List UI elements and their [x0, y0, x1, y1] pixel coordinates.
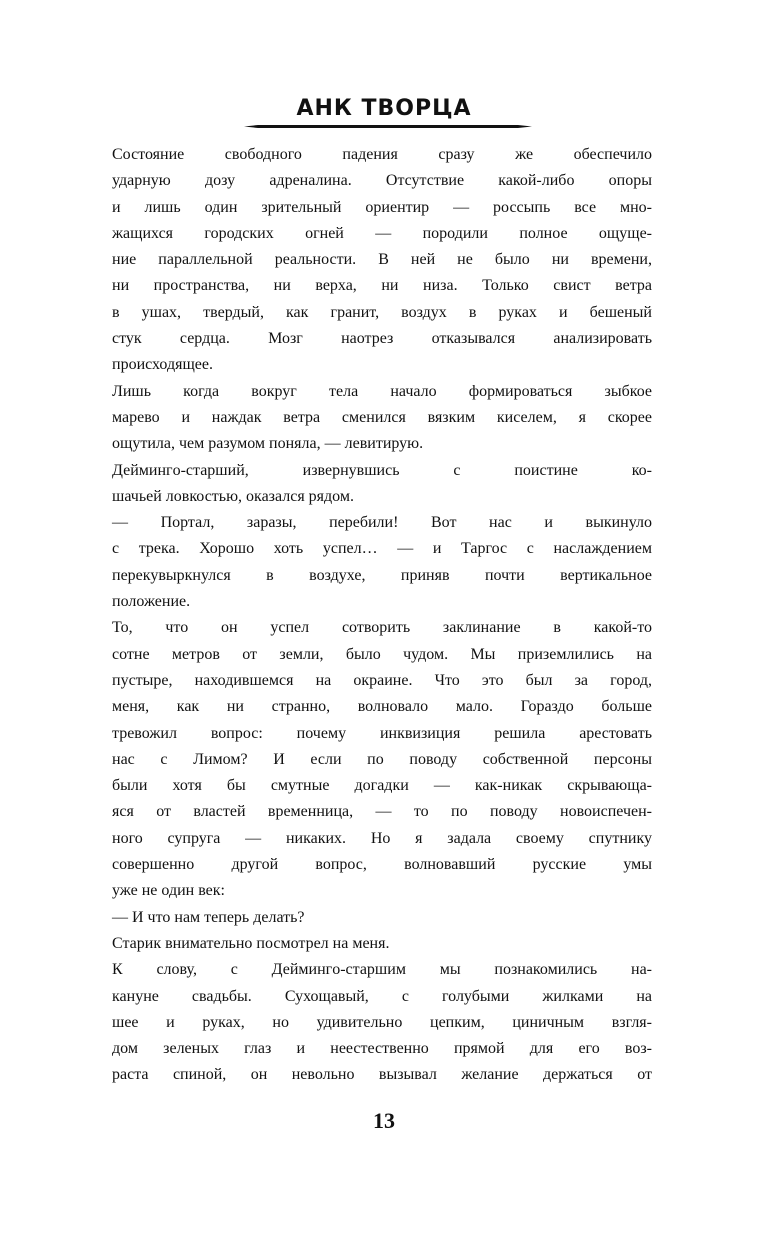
text-line: сотне метров от земли, было чудом. Мы приземлились на [112, 645, 652, 663]
text-line: яся от властей временница, — то по поводу новоиспечен- [112, 803, 652, 821]
text-line: раста спиной, он невольно вызывал желание держаться от [112, 1066, 652, 1084]
text-line: в ушах, твердый, как гранит, воздух в руках и бешеный [112, 303, 652, 321]
text-line: Деймингo-старший, извернувшись с поистине ко- [112, 461, 652, 479]
text-line: тревожил вопрос: почему инквизиция решила арестовать [112, 724, 652, 742]
text-line: жащихся городских огней — породили полное ощуще- [112, 224, 652, 242]
text-line: совершенно другой вопрос, волновавший русские умы [112, 856, 652, 874]
text-line: — И что нам теперь делать? [112, 908, 305, 926]
text-line: Старик внимательно посмотрел на меня. [112, 934, 390, 952]
text-line: с трека. Хорошо хоть успел… — и Таргос с наслаждением [112, 540, 652, 558]
text-line: шачьей ловкостью, оказался рядом. [112, 487, 354, 505]
text-line: ни пространства, ни верха, ни низа. Только свист ветра [112, 277, 652, 295]
text-line: дом зеленых глаз и неестественно прямой для его воз- [112, 1040, 652, 1058]
text-line: нас с Лимом? И если по поводу собственной персоны [112, 750, 652, 768]
text-line: К слову, с Деймингo-старшим мы познакомились на- [112, 961, 652, 979]
text-line: Лишь когда вокруг тела начало формироваться зыбкое [112, 382, 652, 400]
text-line: положение. [112, 593, 191, 611]
title-underline-rule [258, 125, 518, 128]
running-title: АНК ТВОРЦА [296, 96, 472, 121]
text-line: ударную дозу адреналина. Отсутствие какой-либо опоры [112, 172, 652, 190]
text-line: пустыре, находившемся на окраине. Что это был за город, [112, 671, 652, 689]
text-line: То, что он успел сотворить заклинание в какой-то [112, 619, 652, 637]
text-line: ощутила, чем разумом поняла, — левитирую. [112, 435, 424, 453]
text-line: и лишь один зрительный ориентир — россыпь все мно- [112, 198, 652, 216]
text-line: марево и наждак ветра сменился вязким киселем, я скорее [112, 408, 652, 426]
page-number: 13 [373, 1108, 395, 1133]
text-line: — Портал, заразы, перебили! Вот нас и выкинуло [112, 514, 652, 532]
text-line: шее и руках, но удивительно цепким, циничным взгля- [112, 1013, 652, 1031]
text-line: ного супруга — никаких. Но я задала своему спутнику [112, 829, 652, 847]
text-line: кануне свадьбы. Сухощавый, с голубыми жилками на [112, 987, 652, 1005]
text-line: стук сердца. Мозг наотрез отказывался анализировать [112, 330, 652, 348]
text-line: были хотя бы смутные догадки — как-никак скрывающа- [112, 777, 652, 795]
text-line: ние параллельной реальности. В ней не было ни времени, [112, 251, 652, 269]
text-line: происходящее. [112, 356, 213, 374]
text-line: Состояние свободного падения сразу же обеспечило [112, 146, 652, 163]
text-line: меня, как ни странно, волновало мало. Гораздо больше [112, 698, 652, 716]
text-line: уже не один век: [112, 882, 225, 900]
body-text [112, 146, 652, 1093]
text-line: перекувыркнулся в воздухе, приняв почти вертикальное [112, 566, 652, 584]
